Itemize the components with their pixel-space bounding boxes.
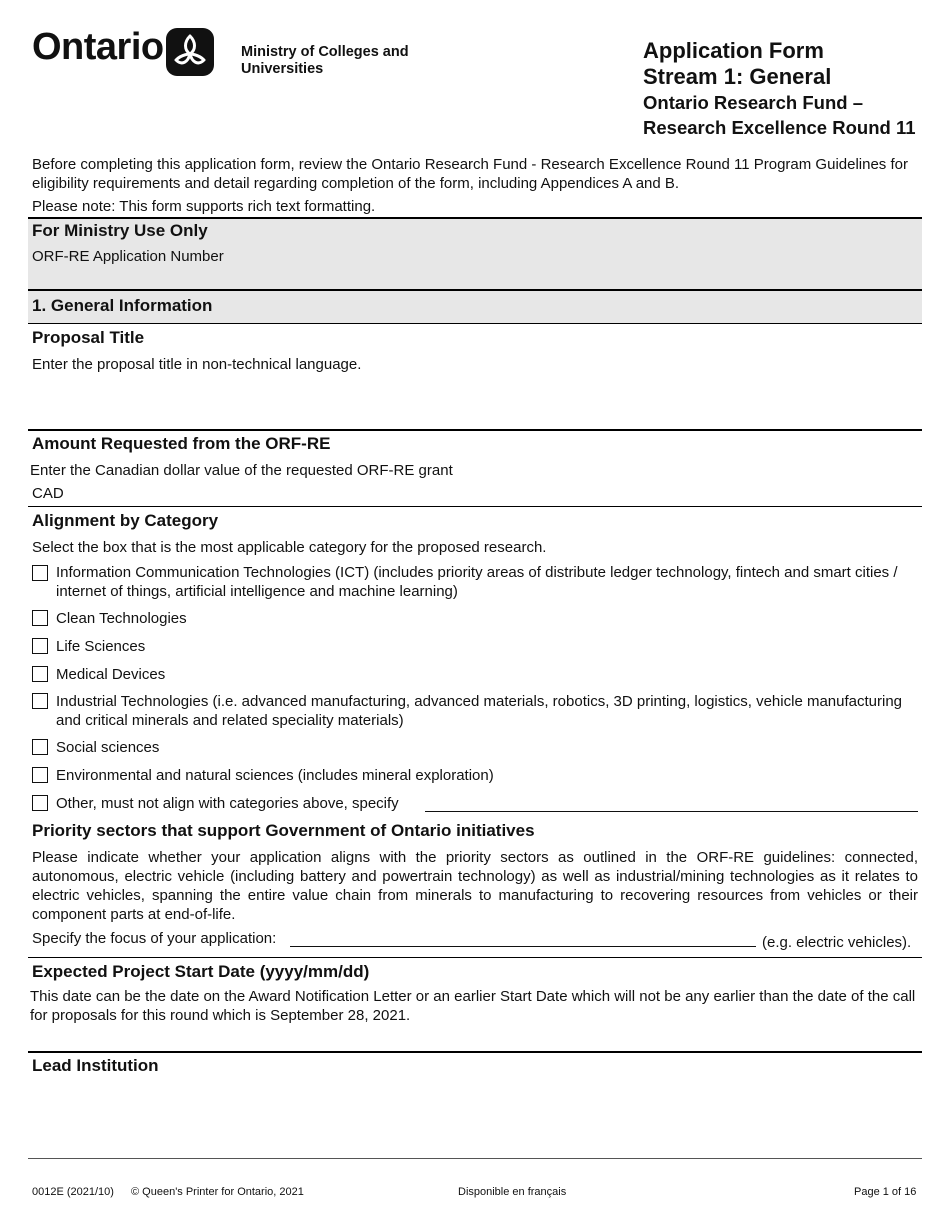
focus-example: (e.g. electric vehicles).	[762, 934, 912, 951]
ontario-logo-text: Ontario	[32, 26, 164, 68]
footer-divider	[28, 1158, 922, 1159]
category-checkbox-life-sciences[interactable]	[32, 638, 48, 654]
form-title-line-1: Application Form	[643, 38, 824, 63]
category-checkbox-social-sciences[interactable]	[32, 739, 48, 755]
ministry-name: Ministry of Colleges and Universities	[241, 44, 409, 77]
category-label-industrial-tech: Industrial Technologies (i.e. advanced manufacturing, advanced materials, robotics, 3D printing, logistics, vehicle manufacturing and critical minerals and related speciality materials)	[56, 693, 903, 729]
fund-title-line-2: Research Excellence Round 11	[643, 116, 916, 138]
alignment-help: Select the box that is the most applicable category for the proposed research.	[32, 539, 547, 556]
category-label-clean-tech: Clean Technologies	[56, 610, 187, 627]
divider	[28, 323, 922, 324]
proposal-title-input[interactable]	[32, 376, 918, 426]
proposal-title-heading: Proposal Title	[32, 328, 145, 347]
form-title	[643, 38, 943, 90]
page-number: Page 1 of 16	[854, 1186, 917, 1198]
start-date-text: This date can be the date on the Award Notification Letter or an earlier Start Date which will not be any earlier than the date of the call for proposals for this round which is September 28, 2021.	[30, 988, 916, 1024]
divider	[28, 506, 922, 507]
category-checkbox-industrial-tech[interactable]	[32, 693, 48, 709]
intro-text: Before completing this application form, review the Ontario Research Fund - Research Excellence Round 11 Program Guidelines for eligibility requirements and detail regarding completion of the form, including Appendices A and B.	[32, 156, 908, 192]
category-label-other: Other, must not align with categories above, specify	[56, 795, 399, 812]
category-checkbox-medical-devices[interactable]	[32, 666, 48, 682]
divider	[28, 957, 922, 958]
proposal-title-help: Enter the proposal title in non-technical language.	[32, 356, 362, 373]
priority-text: Please indicate whether your application aligns with the priority sectors as outlined in the ORF-RE guidelines: connected, autonomous, electric vehicle (including battery and powertrain technology) as well as industrial/mining technologies as it relates to electric vehicles, spanning the entire value chain from minerals to manufacturing to recovering resources from vehicles or their component parts at end-of-life.	[32, 849, 918, 923]
form-number: 0012E (2021/10)	[32, 1186, 114, 1198]
category-label-social-sciences: Social sciences	[56, 739, 160, 756]
amount-input[interactable]	[70, 481, 370, 503]
category-label-life-sciences: Life Sciences	[56, 638, 146, 655]
fund-title-line-1: Ontario Research Fund –	[643, 92, 863, 113]
start-date-heading: Expected Project Start Date (yyyy/mm/dd)	[32, 962, 370, 981]
category-label-medical-devices: Medical Devices	[56, 666, 166, 683]
ministry-use-heading: For Ministry Use Only	[32, 221, 208, 240]
category-checkbox-environmental[interactable]	[32, 767, 48, 783]
divider	[28, 1051, 922, 1053]
start-date-input[interactable]	[32, 1026, 918, 1048]
rich-text-note: Please note: This form supports rich text formatting.	[32, 198, 376, 215]
category-checkbox-clean-tech[interactable]	[32, 610, 48, 626]
category-label-ict: Information Communication Technologies (ICT) (includes priority areas of distribute ledger technology, fintech and smart cities / internet of things, artificial intelligence and machine learning)	[56, 564, 898, 600]
category-checkbox-other[interactable]	[32, 795, 48, 811]
form-title-line-2: Stream 1: General	[643, 64, 832, 89]
other-specify-input[interactable]	[425, 811, 918, 812]
amount-heading: Amount Requested from the ORF-RE	[32, 434, 331, 453]
french-version-link[interactable]: Disponible en français	[458, 1186, 567, 1198]
category-label-environmental: Environmental and natural sciences (includes mineral exploration)	[56, 767, 494, 784]
application-number-field[interactable]	[270, 244, 910, 268]
copyright: © Queen's Printer for Ontario, 2021	[131, 1186, 304, 1198]
lead-institution-input[interactable]	[32, 1080, 918, 1150]
alignment-heading: Alignment by Category	[32, 511, 219, 530]
application-number-label: ORF-RE Application Number	[32, 248, 224, 265]
general-info-heading: 1. General Information	[32, 296, 213, 315]
focus-label: Specify the focus of your application:	[32, 930, 277, 947]
focus-input[interactable]	[290, 946, 756, 947]
trillium-logo-icon	[166, 28, 214, 76]
divider	[28, 429, 922, 431]
category-checkbox-ict[interactable]	[32, 565, 48, 581]
priority-heading: Priority sectors that support Government of Ontario initiatives	[32, 821, 535, 840]
amount-help: Enter the Canadian dollar value of the requested ORF-RE grant	[30, 462, 453, 479]
fund-title	[643, 91, 943, 140]
lead-institution-heading: Lead Institution	[32, 1056, 159, 1075]
amount-currency: CAD	[32, 485, 64, 502]
